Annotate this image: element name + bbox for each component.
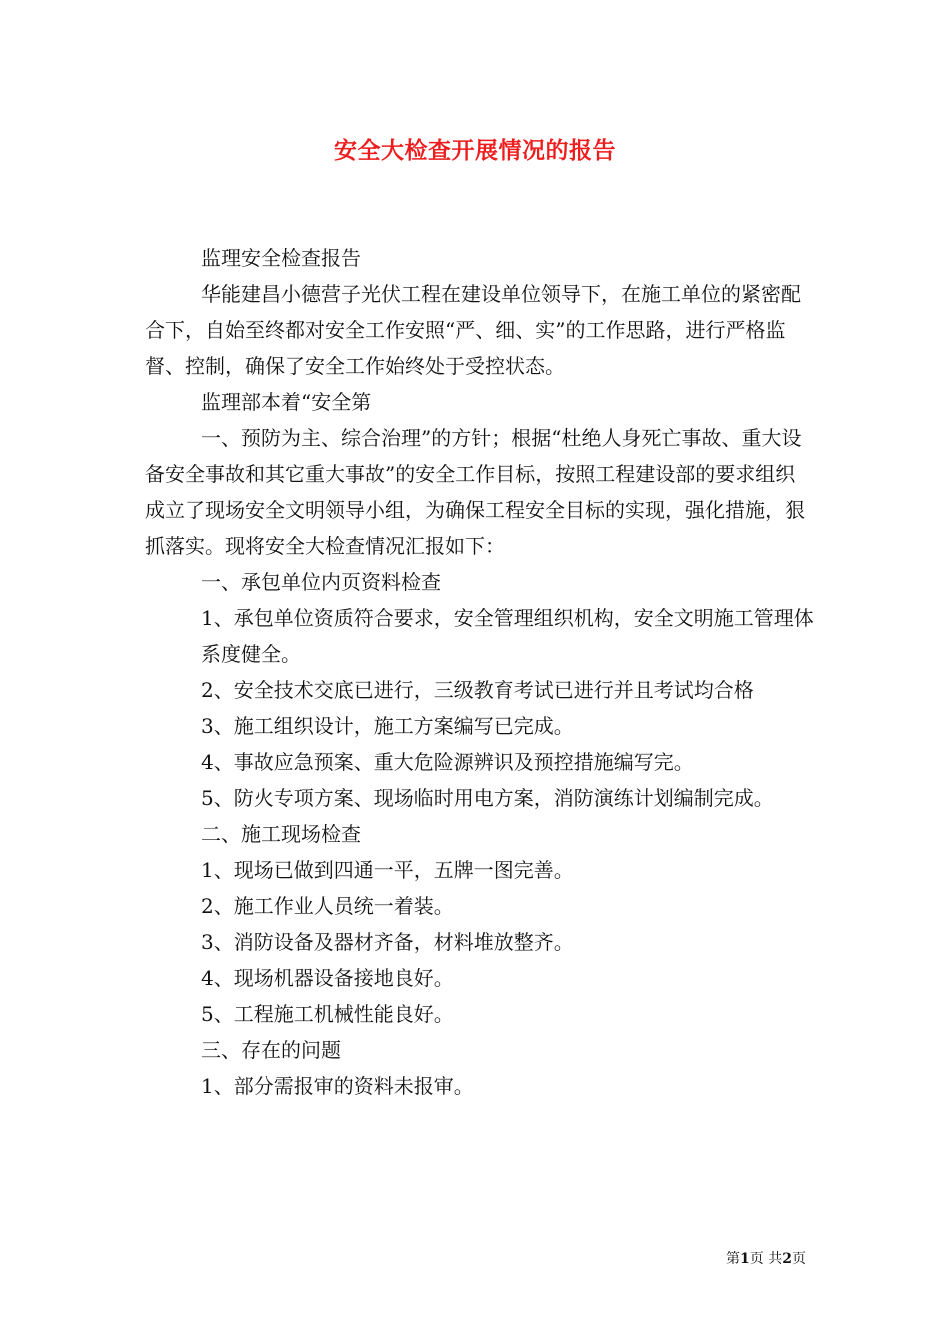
paragraph: 1、承包单位资质符合要求，安全管理组织机构，安全文明施工管理体	[201, 606, 814, 630]
footer-prefix: 第	[726, 1251, 741, 1267]
paragraph: 二、施工现场检查	[201, 822, 361, 846]
paragraph: 5、工程施工机械性能良好。	[201, 1002, 454, 1026]
paragraph: 2、安全技术交底已进行，三级教育考试已进行并且考试均合格	[201, 678, 754, 702]
footer-suffix: 页	[792, 1251, 806, 1267]
document-title: 安全大检查开展情况的报告	[334, 137, 616, 164]
footer-middle: 页 共	[749, 1251, 783, 1267]
document-body	[145, 240, 815, 1104]
paragraph: 2、施工作业人员统一着装。	[201, 894, 454, 918]
paragraph: 1、现场已做到四通一平，五牌一图完善。	[201, 858, 574, 882]
paragraph: 3、施工组织设计，施工方案编写已完成。	[201, 714, 574, 738]
paragraph: 4、现场机器设备接地良好。	[201, 966, 454, 990]
paragraph: 监理部本着“安全第	[201, 390, 372, 414]
paragraph: 5、防火专项方案、现场临时用电方案，消防演练计划编制完成。	[201, 786, 774, 810]
paragraph: 监理安全检查报告	[201, 246, 361, 270]
paragraph: 三、存在的问题	[201, 1038, 341, 1062]
paragraph: 一、预防为主、综合治理”的方针；根据“杜绝人身死亡事故、重大设备安全事故和其它重大事故”的安全工作目标，按照工程建设部的要求组织成立了现场安全文明领导小组，为确保工程安全目标的实现，强化措施，狠抓落实。现将安全大检查情况汇报如下：	[145, 426, 805, 558]
paragraph: 1、部分需报审的资料未报审。	[201, 1074, 474, 1098]
paragraph: 一、承包单位内页资料检查	[201, 570, 441, 594]
footer-total-pages: 2	[782, 1251, 792, 1267]
paragraph: 4、事故应急预案、重大危险源辨识及预控措施编写完。	[201, 750, 694, 774]
paragraph: 系度健全。	[201, 642, 301, 666]
footer-current-page: 1	[740, 1251, 750, 1267]
paragraph: 3、消防设备及器材齐备，材料堆放整齐。	[201, 930, 574, 954]
page-footer	[726, 1248, 806, 1268]
paragraph: 华能建昌小德营子光伏工程在建设单位领导下，在施工单位的紧密配合下，自始至终都对安全工作安照“严、细、实”的工作思路，进行严格监督、控制，确保了安全工作始终处于受控状态。	[145, 282, 801, 378]
